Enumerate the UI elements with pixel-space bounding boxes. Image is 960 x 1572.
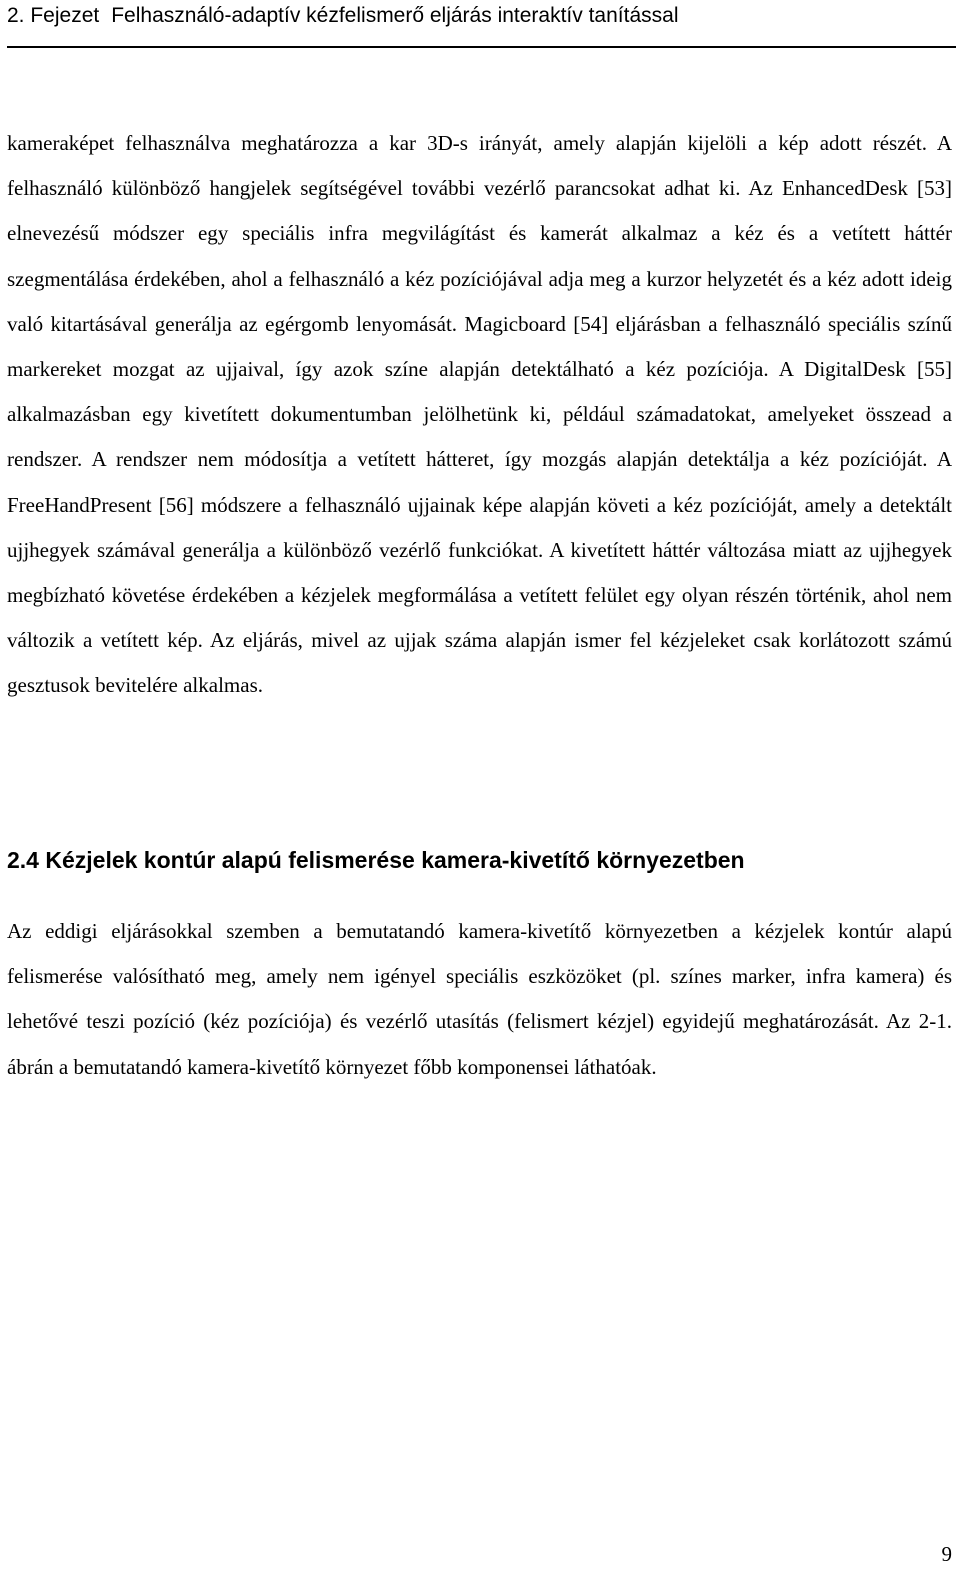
chapter-label: 2. Fejezet bbox=[7, 4, 100, 27]
page-number: 9 bbox=[941, 1542, 952, 1566]
body-paragraph-1: kameraképet felhasználva meghatározza a kar 3D-s irányát, amely alapján kijelöli a kép adott részét. A felhasználó különböző hangjelek segítségével további vezérlő parancsokat adhat ki. Az EnhancedDesk [53] elnevezésű módszer egy speciális infra megvilágítást és kamerát alkalmaz a kéz és a vetített háttér szegmentálása érdekében, ahol a felhasználó a kéz pozíciójával adja meg a kurzor helyzetét és a kéz adott ideig való kitartásával generálja az egérgomb lenyomását. Magicboard [54] eljárásban a felhasználó speciális színű markereket mozgat az ujjaival, így azok színe alapján detektálható a kéz pozíciója. A DigitalDesk [55] alkalmazásban egy kivetített dokumentumban jelölhetünk ki, például számadatokat, amelyeket összead a rendszer. A rendszer nem módosítja a vetített hátteret, így mozgás alapján detektálja a kéz pozícióját. A FreeHandPresent [56] módszere a felhasználó ujjainak képe alapján követi a kéz pozícióját, amely a detektált ujjhegyek számával generálja a különböző vezérlő funkciókat. A kivetített háttér változása miatt az ujjhegyek megbízható követése érdekében a kézjelek megformálása a vetített felület egy olyan részén történik, ahol nem változik a vetített kép. Az eljárás, mivel az ujjak száma alapján ismer fel kézjeleket csak korlátozott számú gesztusok bevitelére alkalmas. bbox=[7, 131, 952, 698]
header-rule bbox=[7, 46, 956, 48]
body-paragraph-2: Az eddigi eljárásokkal szemben a bemutatandó kamera-kivetítő környezetben a kézjelek kontúr alapú felismerése valósítható meg, amely nem igényel speciális eszközöket (pl. színes marker, infra kamera) és lehetővé teszi pozíció (kéz pozíciója) és vezérlő utasítás (felismert kézjel) egyidejű meghatározását. Az 2-1. ábrán a bemutatandó kamera-kivetítő környezet főbb komponensei láthatóak. bbox=[7, 919, 952, 1079]
chapter-title: Felhasználó-adaptív kézfelismerő eljárás interaktív tanítással bbox=[111, 4, 679, 27]
running-header bbox=[7, 2, 957, 30]
section-heading: 2.4 Kézjelek kontúr alapú felismerése kamera-kivetítő környezetben bbox=[7, 847, 745, 873]
